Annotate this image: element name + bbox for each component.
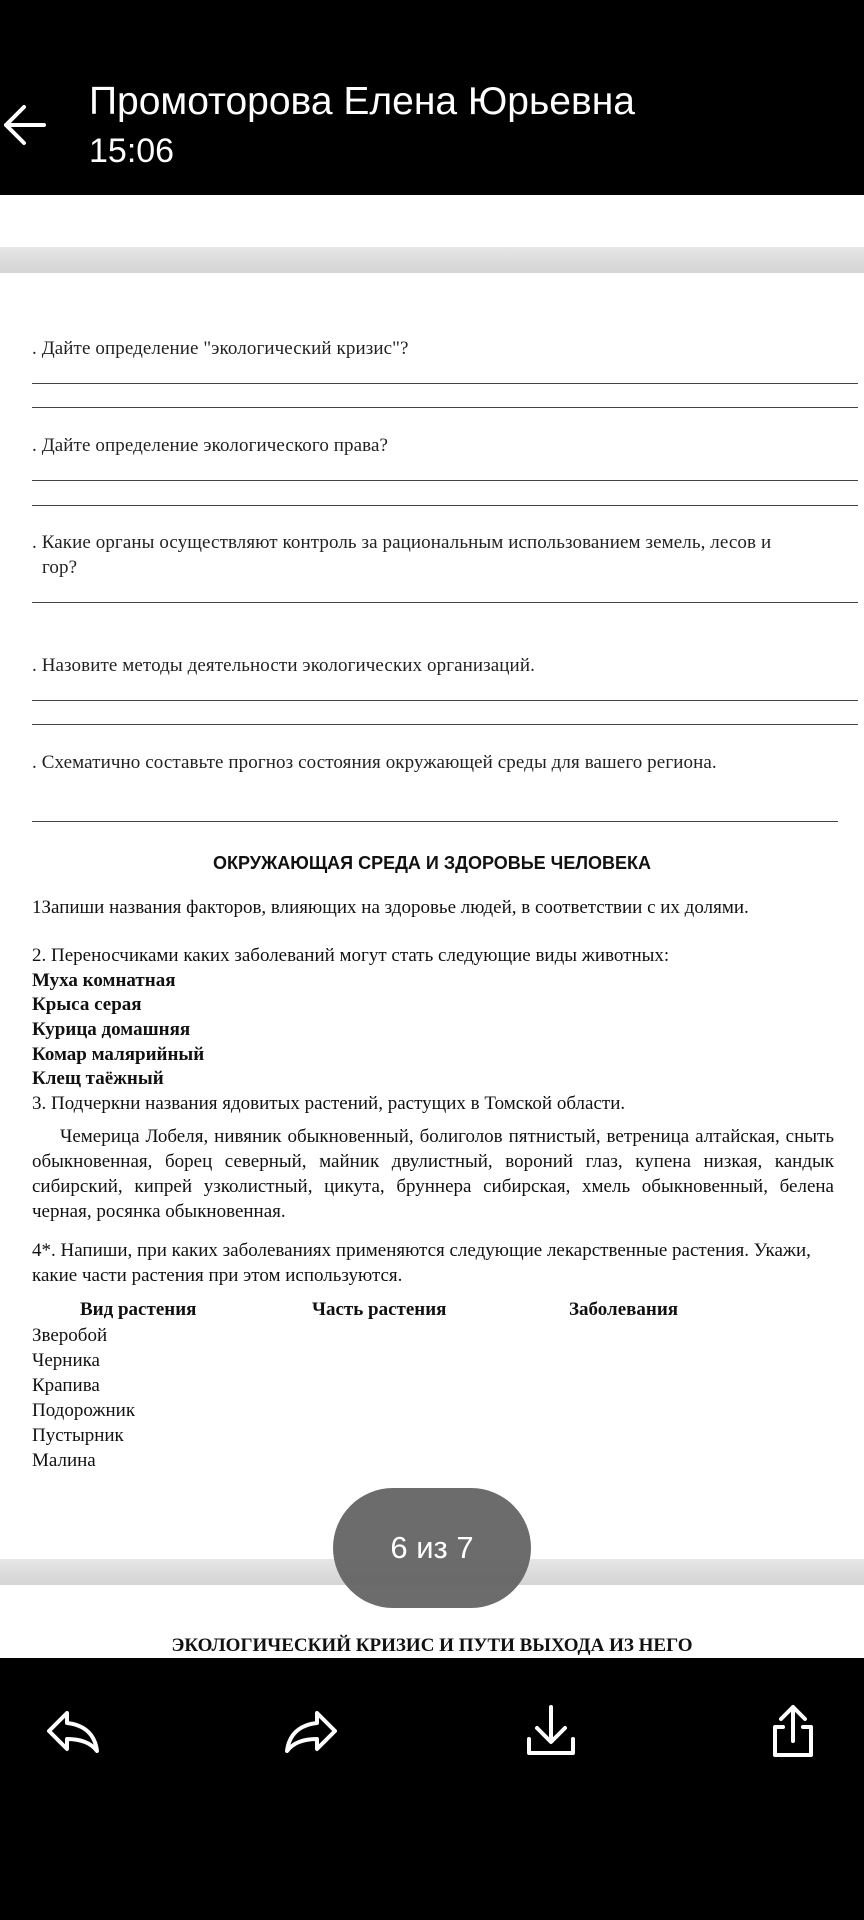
list-item: Малина — [32, 1450, 96, 1471]
task-2: 2. Переносчиками каких заболеваний могут стать следующие виды животных: — [32, 945, 670, 966]
list-item: Крапива — [32, 1375, 100, 1396]
animal-item: Комар малярийный — [32, 1044, 205, 1065]
reply-button[interactable] — [38, 1696, 108, 1766]
list-item: Подорожник — [32, 1400, 136, 1421]
answer-line — [32, 821, 838, 822]
forward-icon — [281, 1701, 341, 1761]
next-page-title: ЭКОЛОГИЧЕСКИЙ КРИЗИС И ПУТИ ВЫХОДА ИЗ НЕГО — [171, 1635, 693, 1656]
page-indicator: 6 из 7 — [333, 1488, 531, 1608]
question-1: . Дайте определение "экологический кризис"? — [32, 338, 409, 359]
section-title: ОКРУЖАЮЩАЯ СРЕДА И ЗДОРОВЬЕ ЧЕЛОВЕКА — [213, 853, 651, 873]
animal-item: Муха комнатная — [32, 970, 176, 991]
animal-item: Курица домашняя — [32, 1019, 191, 1040]
top-app-bar — [0, 0, 864, 195]
share-icon — [763, 1701, 823, 1761]
animal-item: Крыса серая — [32, 994, 142, 1015]
table-header: Вид растения — [80, 1299, 197, 1320]
plants-paragraph: Чемерица Лобеля, нивяник обыкновенный, болиголов пятнистый, ветреница алтайская, сныть обыкновенная, борец северный, майник двулистный, вороний глаз, купена низкая, кандык сибирский, кипрей узколистный, цикута, бруннера сибирская, хмель обыкновенный, белена черная, росянка обыкновенная. — [32, 1126, 834, 1222]
answer-line — [32, 383, 858, 384]
page-separator — [0, 247, 864, 273]
table-header: Часть растения — [312, 1299, 447, 1320]
answer-line — [32, 505, 858, 506]
answer-line — [32, 724, 858, 725]
answer-line — [32, 602, 858, 603]
download-button[interactable] — [516, 1696, 586, 1766]
download-icon — [521, 1701, 581, 1761]
share-button[interactable] — [758, 1696, 828, 1766]
question-5: . Схематично составьте прогноз состояния окружающей среды для вашего региона. — [32, 752, 717, 773]
medicinal-plant-list — [32, 1323, 135, 1473]
task-3: 3. Подчеркни названия ядовитых растений, растущих в Томской области. — [32, 1093, 626, 1114]
question-4: . Назовите методы деятельности экологических организаций. — [32, 655, 535, 676]
task-4: 4*. Напиши, при каких заболеваниях применяются следующие лекарственные растения. Укажи, какие части растения при этом используются. — [32, 1240, 811, 1286]
sender-name: Промоторова Елена Юрьевна — [89, 80, 635, 123]
reply-icon — [43, 1701, 103, 1761]
answer-line — [32, 480, 858, 481]
task-1: 1Запиши названия факторов, влияющих на здоровье людей, в соответствии с их долями. — [32, 897, 749, 918]
list-item: Зверобой — [32, 1325, 108, 1346]
document-viewer[interactable] — [0, 195, 864, 1658]
forward-button[interactable] — [276, 1696, 346, 1766]
back-arrow-icon — [0, 95, 50, 155]
list-item: Черника — [32, 1350, 100, 1371]
list-item: Пустырник — [32, 1425, 124, 1446]
question-3: . Какие органы осуществляют контроль за рациональным использованием земель, лесов и — [32, 532, 772, 553]
bottom-action-bar — [0, 1658, 864, 1920]
table-header: Заболевания — [569, 1299, 679, 1320]
animal-item: Клещ таёжный — [32, 1068, 164, 1089]
question-3-cont: гор? — [42, 557, 78, 578]
back-button[interactable] — [0, 95, 50, 155]
question-2: . Дайте определение экологического права? — [32, 435, 389, 456]
answer-line — [32, 700, 858, 701]
answer-line — [32, 407, 858, 408]
message-time: 15:06 — [89, 132, 175, 170]
